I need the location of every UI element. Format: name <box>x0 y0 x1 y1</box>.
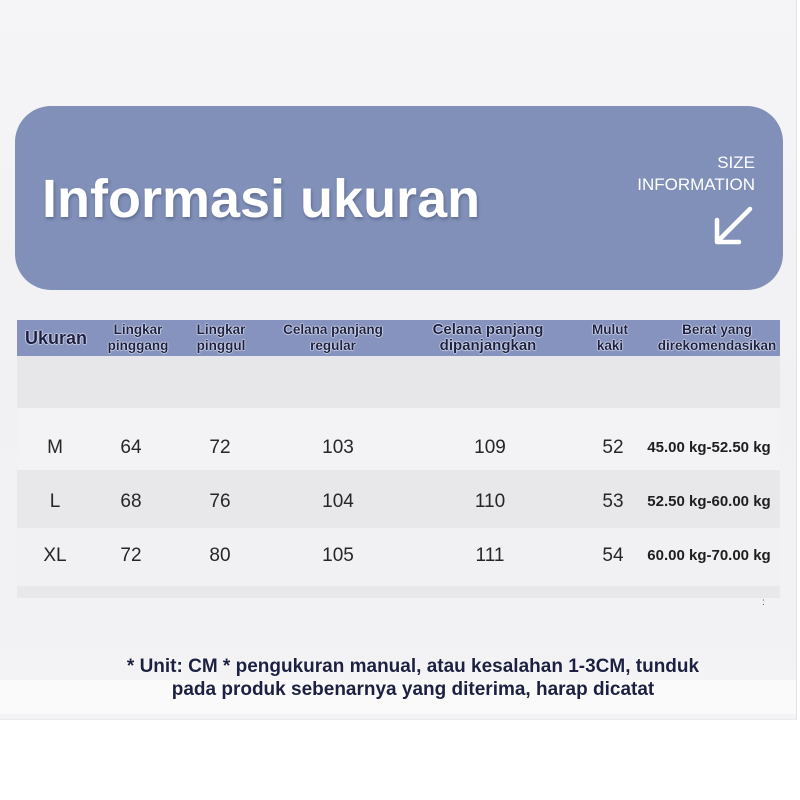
table-row <box>17 408 780 470</box>
header-waist <box>98 320 178 356</box>
cell-size: XL <box>43 545 67 566</box>
header-label: dipanjangkan <box>439 337 537 354</box>
header-label: Lingkar <box>113 322 163 337</box>
note-line1: * Unit: CM * pengukuran manual, atau kesalahan 1-3CM, tunduk <box>126 656 700 677</box>
cell-trouser-long: 110 <box>474 491 506 512</box>
arrow-down-left-icon <box>712 205 754 247</box>
cell-trouser-regular: 105 <box>322 545 354 566</box>
cell-hem: 54 <box>602 545 624 566</box>
size-tag-line1: SIZE <box>717 153 755 172</box>
header-label: Ukuran <box>24 328 87 348</box>
cell-hip: 72 <box>209 437 231 458</box>
cell-waist: 64 <box>120 437 142 458</box>
header-hip <box>184 320 258 356</box>
header-hem <box>582 320 638 356</box>
cell-hip: 80 <box>209 545 231 566</box>
size-tag-line2: INFORMATION <box>637 175 755 194</box>
cell-waist: 68 <box>120 491 142 512</box>
table-row <box>17 470 780 528</box>
empty-row-band <box>17 356 780 408</box>
header-label: Lingkar <box>196 322 246 337</box>
header-label: Celana panjang <box>432 321 544 338</box>
cell-trouser-regular: 103 <box>322 437 354 458</box>
table-row <box>17 528 780 586</box>
header-label: pinggang <box>107 338 169 353</box>
cell-size: L <box>49 491 61 512</box>
header-label: Berat yang <box>682 322 752 337</box>
cell-waist: 72 <box>120 545 142 566</box>
header-trouser-regular <box>271 320 395 356</box>
cell-hem: 53 <box>602 491 624 512</box>
header-size <box>18 320 94 356</box>
header-label: pinggul <box>196 338 246 353</box>
header-trouser-long <box>413 320 563 356</box>
corner-mark: : <box>762 597 765 608</box>
header-label: regular <box>310 338 356 353</box>
cell-weight: 60.00 kg-70.00 kg <box>647 547 771 564</box>
cell-trouser-long: 111 <box>475 545 505 566</box>
table-header <box>17 320 780 356</box>
bottom-row-band <box>17 586 780 598</box>
header-label: Mulut <box>592 322 628 337</box>
note-line2: pada produk sebenarnya yang diterima, harap dicatat <box>171 679 655 700</box>
cell-weight: 45.00 kg-52.50 kg <box>647 439 771 456</box>
header-weight <box>653 320 781 356</box>
cell-size: M <box>47 437 63 458</box>
cell-trouser-long: 109 <box>474 437 506 458</box>
cell-weight: 52.50 kg-60.00 kg <box>647 493 771 510</box>
header-label: kaki <box>596 338 624 353</box>
size-table-body <box>17 356 780 598</box>
size-info-banner <box>15 106 783 290</box>
header-label: direkomendasikan <box>657 338 777 353</box>
measurement-note <box>26 655 800 701</box>
cell-trouser-regular: 104 <box>322 491 354 512</box>
header-label: Celana panjang <box>283 322 383 337</box>
page-title: Informasi ukuran <box>42 169 481 229</box>
cell-hem: 52 <box>602 437 624 458</box>
cell-hip: 76 <box>209 491 231 512</box>
